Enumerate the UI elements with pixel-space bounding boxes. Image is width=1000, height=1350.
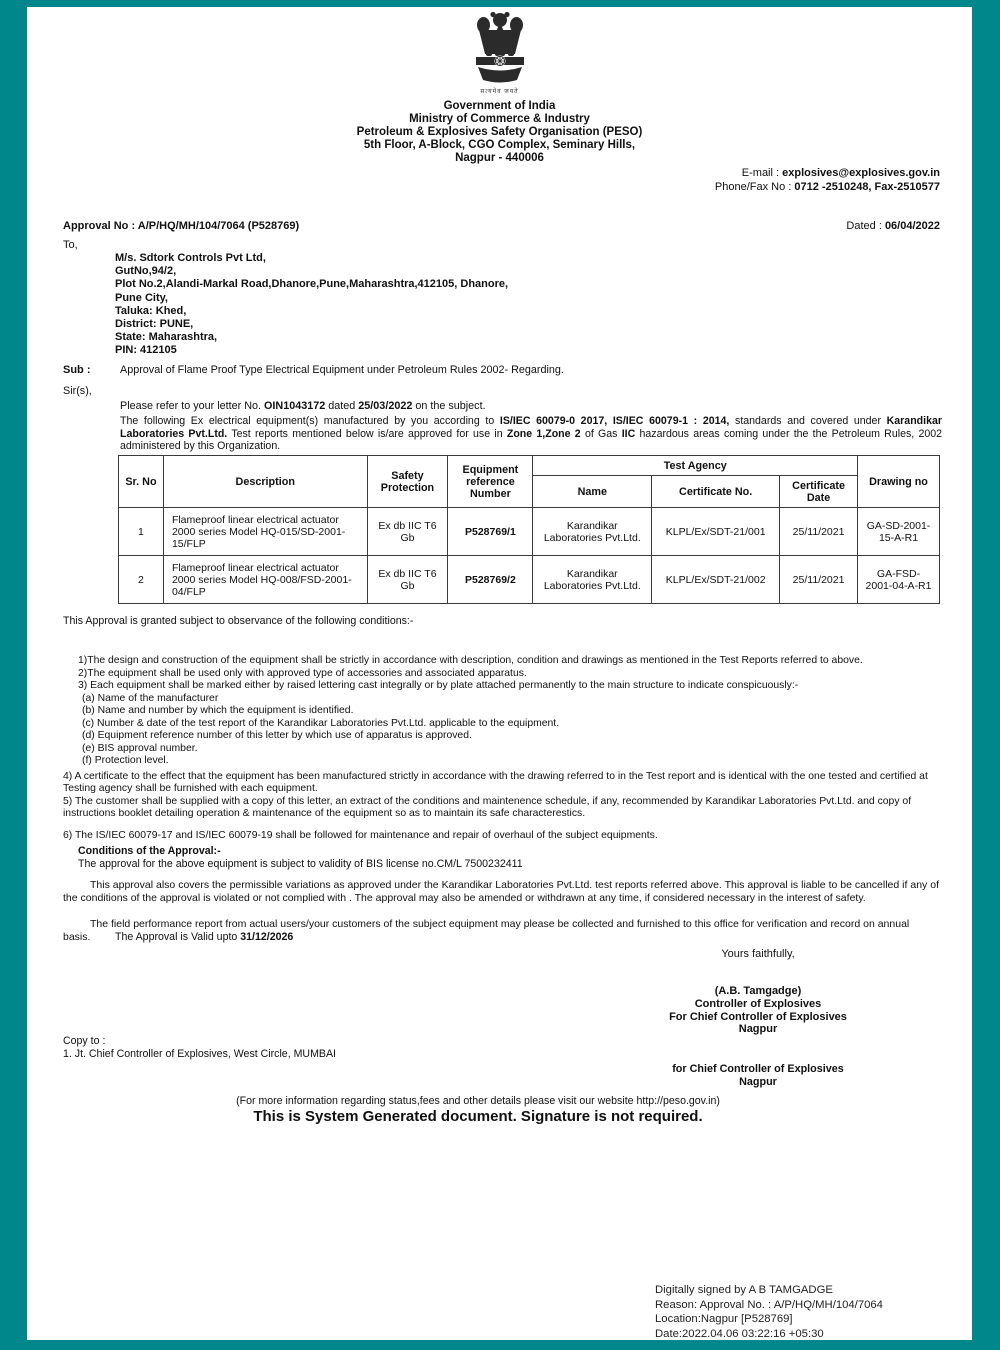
- conditions-list: [63, 655, 935, 842]
- cell-equip-ref: P528769/1: [448, 508, 533, 556]
- col-header-cert-date: Certificate Date: [780, 476, 858, 508]
- condition-subitem: (d) Equipment reference number of this letter by which use of apparatus is approved.: [82, 730, 472, 741]
- second-sign-place: Nagpur: [739, 1076, 777, 1088]
- signature-block: [598, 985, 918, 1036]
- org-line-city: Nagpur - 440006: [455, 152, 544, 164]
- phone-line: Phone/Fax No : 0712 -2510248, Fax-2510577: [714, 181, 940, 193]
- cell-sr: 1: [119, 508, 164, 556]
- cell-safety: Ex db IIC T6 Gb: [367, 556, 448, 604]
- condition-item: 6) The IS/IEC 60079-17 and IS/IEC 60079-19 shall be followed for maintenance and repair of overhaul of the subject equipments.: [63, 829, 658, 841]
- col-header-cert-no: Certificate No.: [652, 476, 780, 508]
- india-state-emblem-icon: [469, 71, 531, 88]
- condition-item: 1)The design and construction of the equipment shall be strictly in accordance with description, condition and drawings as mentioned in the Test Reports referred to above.: [78, 655, 863, 666]
- contact-block: [715, 166, 940, 194]
- signatory-name: (A.B. Tamgadge): [714, 985, 802, 997]
- digital-date: Date:2022.04.06 03:22:16 +05:30: [655, 1327, 824, 1340]
- cell-safety: Ex db IIC T6 Gb: [367, 508, 448, 556]
- org-line-address: 5th Floor, A-Block, CGO Complex, Seminary Hills,: [363, 139, 636, 151]
- address-line: Plot No.2,Alandi-Markal Road,Dhanore,Pune,Maharashtra,412105, Dhanore,: [115, 278, 509, 291]
- second-sign-title: for Chief Controller of Explosives: [672, 1063, 844, 1075]
- emblem-motto: सत्यमेव जयते: [480, 89, 519, 95]
- valid-upto-line: The Approval is Valid upto 31/12/2026: [115, 931, 294, 943]
- cell-equip-ref: P528769/2: [448, 556, 533, 604]
- address-line: M/s. Sdtork Controls Pvt Ltd,: [115, 252, 266, 264]
- variations-paragraph: This approval also covers the permissible variations as approved under the Karandikar Laboratories Pvt.Ltd. test reports referred above. This approval is liable to be cancelled if any of the conditions of the approval is violated or not complied with . The approval may also be amended or withdrawn at any time, if considered necessary in the interest of safety.: [63, 879, 939, 904]
- approval-number: Approval No : A/P/HQ/MH/104/7064 (P528769): [63, 220, 300, 232]
- cell-description: Flameproof linear electrical actuator 2000 series Model HQ-015/SD-2001-15/FLP: [163, 508, 367, 556]
- col-header-sr-no: Sr. No: [119, 456, 164, 508]
- org-line-government: Government of India: [443, 100, 556, 112]
- col-header-description: Description: [163, 456, 367, 508]
- cell-sr: 2: [119, 556, 164, 604]
- address-line: District: PUNE,: [115, 318, 194, 331]
- cell-cert-date: 25/11/2021: [780, 508, 858, 556]
- system-generated-note: This is System Generated document. Signature is not required.: [253, 1108, 703, 1125]
- address-line: PIN: 412105: [115, 344, 177, 357]
- cell-agency-name: Karandikar Laboratories Pvt.Ltd.: [533, 556, 652, 604]
- bis-license-line: The approval for the above equipment is subject to validity of BIS license no.CM/L 7500232411: [78, 858, 523, 870]
- salutation: Sir(s),: [63, 385, 92, 397]
- condition-item: 5) The customer shall be supplied with a copy of this letter, an extract of the conditions and maintenence schedule, if any, recommended by Karandikar Laboratories Pvt.Ltd. and copy of instructions booklet detailing operation & maintenance of the equipment so as to maintain its safe characterestics.: [63, 795, 912, 819]
- condition-item: 4) A certificate to the effect that the equipment has been manufactured strictly in accordance with the drawing referred to in the Test report and is identical with the one tested and certified at Testing agency shall be furnished with each equipment.: [63, 770, 928, 794]
- condition-subitem: (b) Name and number by which the equipment is identified.: [82, 705, 354, 716]
- subject-text: Approval of Flame Proof Type Electrical Equipment under Petroleum Rules 2002- Regarding.: [120, 364, 564, 376]
- cell-agency-name: Karandikar Laboratories Pvt.Ltd.: [533, 508, 652, 556]
- signatory-for: For Chief Controller of Explosives: [669, 1010, 847, 1023]
- granted-line: This Approval is granted subject to observance of the following conditions:-: [63, 615, 414, 627]
- cell-cert-no: KLPL/Ex/SDT-21/002: [652, 556, 780, 604]
- signatory-place: Nagpur: [738, 1023, 778, 1036]
- address-line: GutNo,94/2,: [115, 265, 177, 278]
- table-row: [119, 556, 940, 604]
- col-header-test-agency: Test Agency: [533, 456, 858, 476]
- closing-line: Yours faithfully,: [721, 948, 795, 960]
- org-line-peso: Petroleum & Explosives Safety Organisation (PESO): [356, 126, 643, 138]
- recipient-address: [115, 252, 508, 358]
- email-line: E-mail : explosives@explosives.gov.in: [741, 167, 940, 179]
- address-line: State: Maharashtra,: [115, 331, 218, 344]
- address-line: Pune City,: [115, 291, 168, 304]
- cell-description: Flameproof linear electrical actuator 2000 series Model HQ-008/FSD-2001-04/FLP: [163, 556, 367, 604]
- condition-subitem: (a) Name of the manufacturer: [82, 692, 219, 704]
- col-header-agency-name: Name: [533, 476, 652, 508]
- cell-drawing: GA-SD-2001-15-A-R1: [858, 508, 940, 556]
- footer-info-line: (For more information regarding status,fees and other details please visit our website http://peso.gov.in): [236, 1095, 720, 1107]
- cell-drawing: GA-FSD-2001-04-A-R1: [858, 556, 940, 604]
- approval-conditions-heading: Conditions of the Approval:-: [78, 845, 221, 857]
- condition-subitem: (f) Protection level.: [82, 755, 169, 766]
- digital-signature-block: [655, 1283, 883, 1341]
- org-line-ministry: Ministry of Commerce & Industry: [409, 113, 590, 125]
- col-header-drawing: Drawing no: [858, 456, 940, 508]
- address-line: Taluka: Khed,: [115, 304, 187, 317]
- cell-cert-no: KLPL/Ex/SDT-21/001: [652, 508, 780, 556]
- condition-item: 2)The equipment shall be used only with approved type of accessories and associated apparatus.: [78, 667, 527, 679]
- digital-location: Location:Nagpur [P528769]: [655, 1313, 793, 1325]
- signatory-title: Controller of Explosives: [694, 997, 822, 1010]
- approval-meta-row: [63, 220, 940, 232]
- condition-subitem: (e) BIS approval number.: [82, 742, 198, 754]
- cell-cert-date: 25/11/2021: [780, 556, 858, 604]
- digital-reason: Reason: Approval No. : A/P/HQ/MH/104/7064: [655, 1298, 883, 1311]
- dated-line: Dated : 06/04/2022: [846, 220, 940, 232]
- equipment-table: [118, 455, 940, 604]
- document-page: [27, 7, 972, 1340]
- to-label: To,: [63, 239, 78, 251]
- second-signature-block: [598, 1063, 918, 1089]
- reference-line: Please refer to your letter No. OIN1043172 dated 25/03/2022 on the subject.: [120, 400, 486, 412]
- table-row: [119, 508, 940, 556]
- copy-to-label: Copy to :: [63, 1035, 106, 1047]
- subject-label: Sub :: [63, 364, 91, 376]
- header-emblem: [27, 10, 972, 96]
- intro-paragraph: The following Ex electrical equipment(s) manufactured by you according to IS/IEC 60079-0 2017, IS/IEC 60079-1 : 2014, standards and covered under Karandikar Laboratories Pvt.Ltd. Test reports mentioned below is/are approved for use in Zone 1,Zone 2 of Gas IIC hazardous areas coming under the the Petroleum Rules, 2002 administered by this Organization.: [120, 415, 943, 453]
- condition-subitem: (c) Number & date of the test report of the Karandikar Laboratories Pvt.Ltd. applicable to the equipment.: [82, 717, 560, 729]
- digital-signed-by: Digitally signed by A B TAMGADGE: [655, 1284, 833, 1296]
- condition-item: 3) Each equipment shall be marked either by raised lettering cast integrally or by plate attached permanently to the main structure to indicate conspicuously:-: [78, 680, 799, 691]
- field-report-paragraph: The field performance report from actual users/your customers of the subject equipment may please be collected and furnished to this office for verification and record on annual basis.: [63, 918, 910, 943]
- col-header-safety: Safety Protection: [367, 456, 448, 508]
- col-header-equip-ref: Equipment reference Number: [448, 456, 533, 508]
- org-header: [27, 100, 972, 165]
- copy-to-item: 1. Jt. Chief Controller of Explosives, West Circle, MUMBAI: [63, 1048, 336, 1060]
